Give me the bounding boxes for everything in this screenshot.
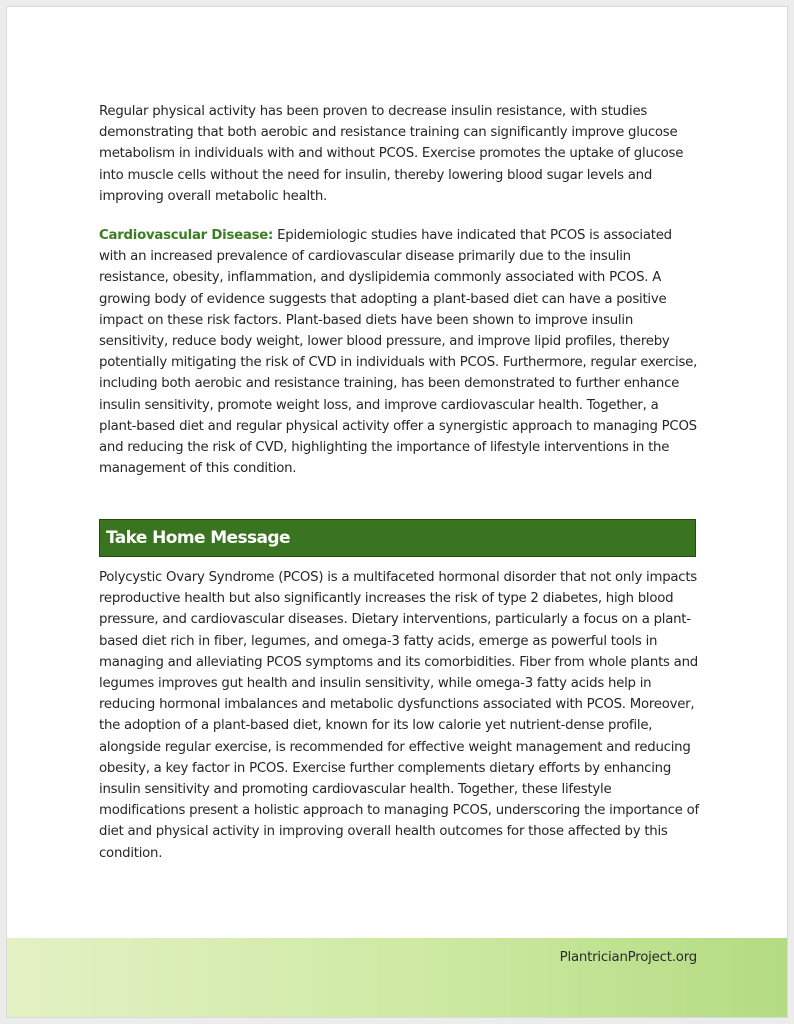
take-home-paragraph: Polycystic Ovary Syndrome (PCOS) is a multifaceted hormonal disorder that not only impacts reproductive health but also significantly increases the risk of type 2 diabetes, high blood pressure, and cardiovascular diseases. Dietary interventions, particularly a focus on a plant-based diet rich in fiber, legumes, and omega-3 fatty acids, emerge as powerful tools in managing and alleviating PCOS symptoms and its comorbidities. Fiber from whole plants and legumes improves gut health and insulin sensitivity, while omega-3 fatty acids help in reducing hormonal imbalances and metabolic dysfunctions associated with PCOS. Moreover, the adoption of a plant-based diet, known for its low calorie yet nutrient-dense profile, alongside regular exercise, is recommended for effective weight management and reducing obesity, a key factor in PCOS. Exercise further complements dietary efforts by enhancing insulin sensitivity and promoting cardiovascular health. Together, these lifestyle modifications present a holistic approach to managing PCOS, underscoring the importance of diet and physical activity in improving overall health outcomes for those affected by this condition.	[99, 570, 699, 861]
cvd-paragraph	[99, 225, 699, 479]
intro-paragraph: Regular physical activity has been proven to decrease insulin resistance, with studies demonstrating that both aerobic and resistance training can significantly improve glucose metabolism in individuals with and without PCOS. Exercise promotes the uptake of glucose into muscle cells without the need for insulin, thereby lowering blood sugar levels and improving overall metabolic health.	[99, 104, 684, 204]
take-home-title: Take Home Message	[106, 528, 290, 548]
take-home-banner	[99, 519, 696, 557]
footer-website-link[interactable]: PlantricianProject.org	[559, 950, 697, 965]
cvd-text: Epidemiologic studies have indicated that PCOS is associated with an increased prevalence of cardiovascular disease primarily due to the insulin resistance, obesity, inflammation, and dyslipidemia commonly associated with PCOS. A growing body of evidence suggests that adopting a plant-based diet can have a positive impact on these risk factors. Plant-based diets have been shown to improve insulin sensitivity, reduce body weight, lower blood pressure, and improve lipid profiles, thereby potentially mitigating the risk of CVD in individuals with PCOS. Furthermore, regular exercise, including both aerobic and resistance training, has been demonstrated to further enhance insulin sensitivity, promote weight loss, and improve cardiovascular health. Together, a plant-based diet and regular physical activity offer a synergistic approach to managing PCOS and reducing the risk of CVD, highlighting the importance of lifestyle interventions in the management of this condition.	[99, 228, 698, 477]
cvd-heading: Cardiovascular Disease:	[99, 228, 274, 244]
document-page	[6, 6, 788, 1018]
footer-band	[7, 938, 788, 1018]
main-content	[99, 101, 699, 479]
